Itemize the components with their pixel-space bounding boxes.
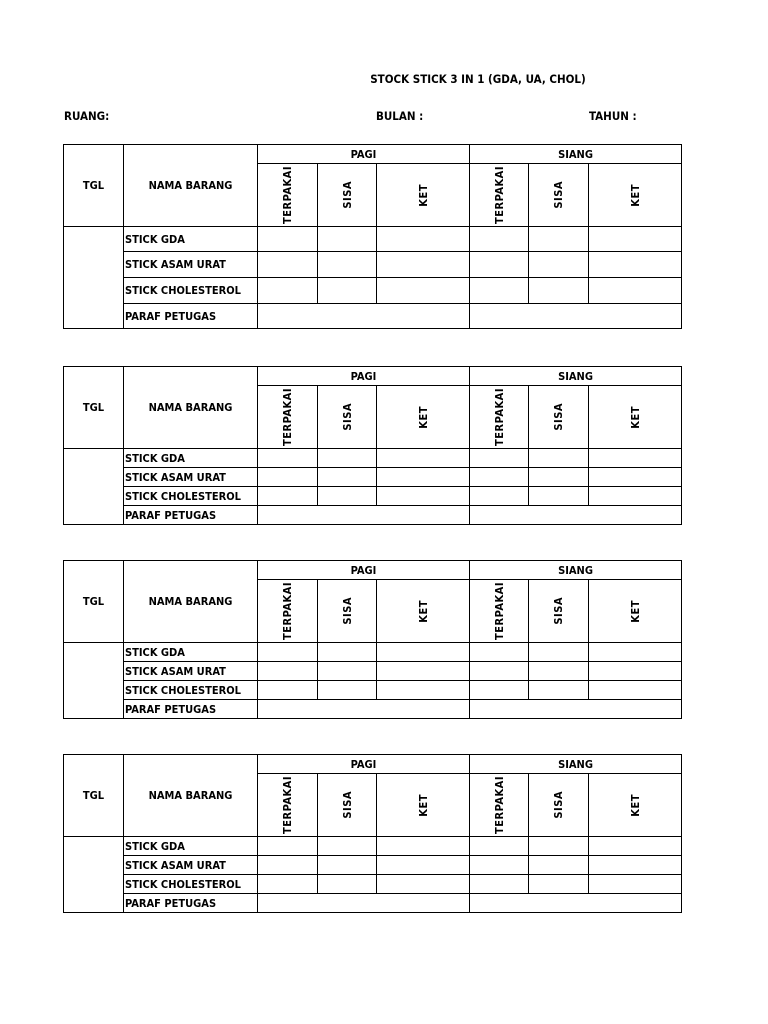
terpakai-pagi-header: TERPAKAI [281,387,294,447]
item-stick-cholesterol: STICK CHOLESTEROL [124,875,258,894]
sisa-pagi-header: SISA [340,597,354,625]
input-cell[interactable] [377,449,470,468]
input-cell[interactable] [529,468,589,487]
input-cell[interactable] [470,252,529,278]
paraf-siang-cell[interactable] [470,506,682,525]
input-cell[interactable] [529,487,589,506]
input-cell[interactable] [470,837,529,856]
paraf-siang-cell[interactable] [470,304,682,329]
item-stick-gda: STICK GDA [124,837,258,856]
item-stick-gda: STICK GDA [124,449,258,468]
item-stick-asam-urat: STICK ASAM URAT [124,856,258,875]
document-title: STOCK STICK 3 IN 1 (GDA, UA, CHOL) [370,72,586,86]
paraf-petugas-label: PARAF PETUGAS [124,894,258,913]
sisa-pagi-header: SISA [340,181,354,209]
input-cell[interactable] [529,252,589,278]
input-cell[interactable] [258,227,318,252]
nama-barang-header: NAMA BARANG [124,367,258,449]
tgl-header: TGL [64,367,124,449]
ket-pagi-header: KET [416,405,430,429]
paraf-pagi-cell[interactable] [258,894,470,913]
input-cell[interactable] [377,468,470,487]
input-cell[interactable] [529,837,589,856]
paraf-siang-cell[interactable] [470,700,682,719]
siang-header: SIANG [470,145,682,164]
stock-table-2 [63,366,682,525]
input-cell[interactable] [529,856,589,875]
terpakai-pagi-header: TERPAKAI [281,775,294,835]
input-cell[interactable] [529,449,589,468]
input-cell[interactable] [377,643,470,662]
nama-barang-header: NAMA BARANG [124,561,258,643]
tgl-header: TGL [64,755,124,837]
input-cell[interactable] [377,252,470,278]
input-cell[interactable] [470,449,529,468]
stock-table-3 [63,560,682,719]
ket-siang-header: KET [628,183,642,207]
item-stick-cholesterol: STICK CHOLESTEROL [124,278,258,304]
input-cell[interactable] [470,875,529,894]
input-cell[interactable] [318,278,377,304]
paraf-petugas-label: PARAF PETUGAS [124,506,258,525]
pagi-header: PAGI [258,561,470,580]
tgl-cell[interactable] [64,227,124,329]
input-cell[interactable] [318,875,377,894]
input-cell[interactable] [529,227,589,252]
input-cell[interactable] [258,278,318,304]
input-cell[interactable] [258,252,318,278]
paraf-siang-cell[interactable] [470,894,682,913]
stock-table-4 [63,754,682,913]
input-cell[interactable] [258,662,318,681]
nama-barang-header: NAMA BARANG [124,755,258,837]
input-cell[interactable] [589,252,682,278]
tgl-header: TGL [64,561,124,643]
nama-barang-header: NAMA BARANG [124,145,258,227]
paraf-pagi-cell[interactable] [258,304,470,329]
pagi-header: PAGI [258,145,470,164]
input-cell[interactable] [377,227,470,252]
ket-pagi-header: KET [416,183,430,207]
input-cell[interactable] [318,468,377,487]
input-cell[interactable] [318,837,377,856]
input-cell[interactable] [589,449,682,468]
input-cell[interactable] [589,278,682,304]
item-stick-asam-urat: STICK ASAM URAT [124,252,258,278]
pagi-header: PAGI [258,367,470,386]
siang-header: SIANG [470,367,682,386]
input-cell[interactable] [377,875,470,894]
input-cell[interactable] [377,681,470,700]
input-cell[interactable] [589,856,682,875]
terpakai-pagi-header: TERPAKAI [281,581,294,641]
item-stick-cholesterol: STICK CHOLESTEROL [124,681,258,700]
input-cell[interactable] [377,487,470,506]
terpakai-pagi-header: TERPAKAI [281,165,294,225]
input-cell[interactable] [470,227,529,252]
input-cell[interactable] [318,449,377,468]
input-cell[interactable] [377,837,470,856]
input-cell[interactable] [258,856,318,875]
item-stick-cholesterol: STICK CHOLESTEROL [124,487,258,506]
stock-table-1 [63,144,682,329]
input-cell[interactable] [589,227,682,252]
input-cell[interactable] [318,662,377,681]
item-stick-gda: STICK GDA [124,643,258,662]
paraf-pagi-cell[interactable] [258,506,470,525]
ket-siang-header: KET [628,599,642,623]
terpakai-siang-header: TERPAKAI [492,581,506,641]
input-cell[interactable] [470,856,529,875]
input-cell[interactable] [529,662,589,681]
input-cell[interactable] [377,278,470,304]
input-cell[interactable] [470,662,529,681]
sisa-pagi-header: SISA [340,403,354,431]
terpakai-siang-header: TERPAKAI [492,387,506,447]
tgl-cell[interactable] [64,643,124,719]
ket-pagi-header: KET [416,793,430,817]
input-cell[interactable] [318,681,377,700]
tgl-cell[interactable] [64,449,124,525]
input-cell[interactable] [258,487,318,506]
paraf-petugas-label: PARAF PETUGAS [124,304,258,329]
input-cell[interactable] [258,837,318,856]
input-cell[interactable] [589,468,682,487]
tahun-label: TAHUN : [589,109,637,123]
siang-header: SIANG [470,561,682,580]
input-cell[interactable] [589,837,682,856]
sisa-siang-header: SISA [552,403,566,431]
terpakai-siang-header: TERPAKAI [492,775,506,835]
pagi-header: PAGI [258,755,470,774]
input-cell[interactable] [318,252,377,278]
tgl-header: TGL [64,145,124,227]
input-cell[interactable] [318,227,377,252]
input-cell[interactable] [470,681,529,700]
tgl-cell[interactable] [64,837,124,913]
input-cell[interactable] [529,643,589,662]
input-cell[interactable] [529,875,589,894]
bulan-label: BULAN : [376,109,424,123]
terpakai-siang-header: TERPAKAI [492,165,506,225]
input-cell[interactable] [258,875,318,894]
input-cell[interactable] [470,278,529,304]
input-cell[interactable] [589,643,682,662]
input-cell[interactable] [589,875,682,894]
input-cell[interactable] [589,681,682,700]
input-cell[interactable] [470,487,529,506]
sisa-siang-header: SISA [552,181,566,209]
input-cell[interactable] [318,856,377,875]
input-cell[interactable] [258,643,318,662]
input-cell[interactable] [470,468,529,487]
ket-pagi-header: KET [416,599,430,623]
item-stick-asam-urat: STICK ASAM URAT [124,468,258,487]
input-cell[interactable] [258,468,318,487]
input-cell[interactable] [318,487,377,506]
item-stick-gda: STICK GDA [124,227,258,252]
input-cell[interactable] [377,662,470,681]
input-cell[interactable] [470,643,529,662]
input-cell[interactable] [258,681,318,700]
paraf-pagi-cell[interactable] [258,700,470,719]
ket-siang-header: KET [628,793,642,817]
input-cell[interactable] [318,643,377,662]
paraf-petugas-label: PARAF PETUGAS [124,700,258,719]
ruang-label: RUANG: [64,109,110,123]
input-cell[interactable] [258,449,318,468]
input-cell[interactable] [377,856,470,875]
input-cell[interactable] [529,278,589,304]
siang-header: SIANG [470,755,682,774]
input-cell[interactable] [529,681,589,700]
item-stick-asam-urat: STICK ASAM URAT [124,662,258,681]
sisa-siang-header: SISA [552,791,566,819]
input-cell[interactable] [589,487,682,506]
sisa-pagi-header: SISA [340,791,354,819]
sisa-siang-header: SISA [552,597,566,625]
ket-siang-header: KET [628,405,642,429]
input-cell[interactable] [589,662,682,681]
